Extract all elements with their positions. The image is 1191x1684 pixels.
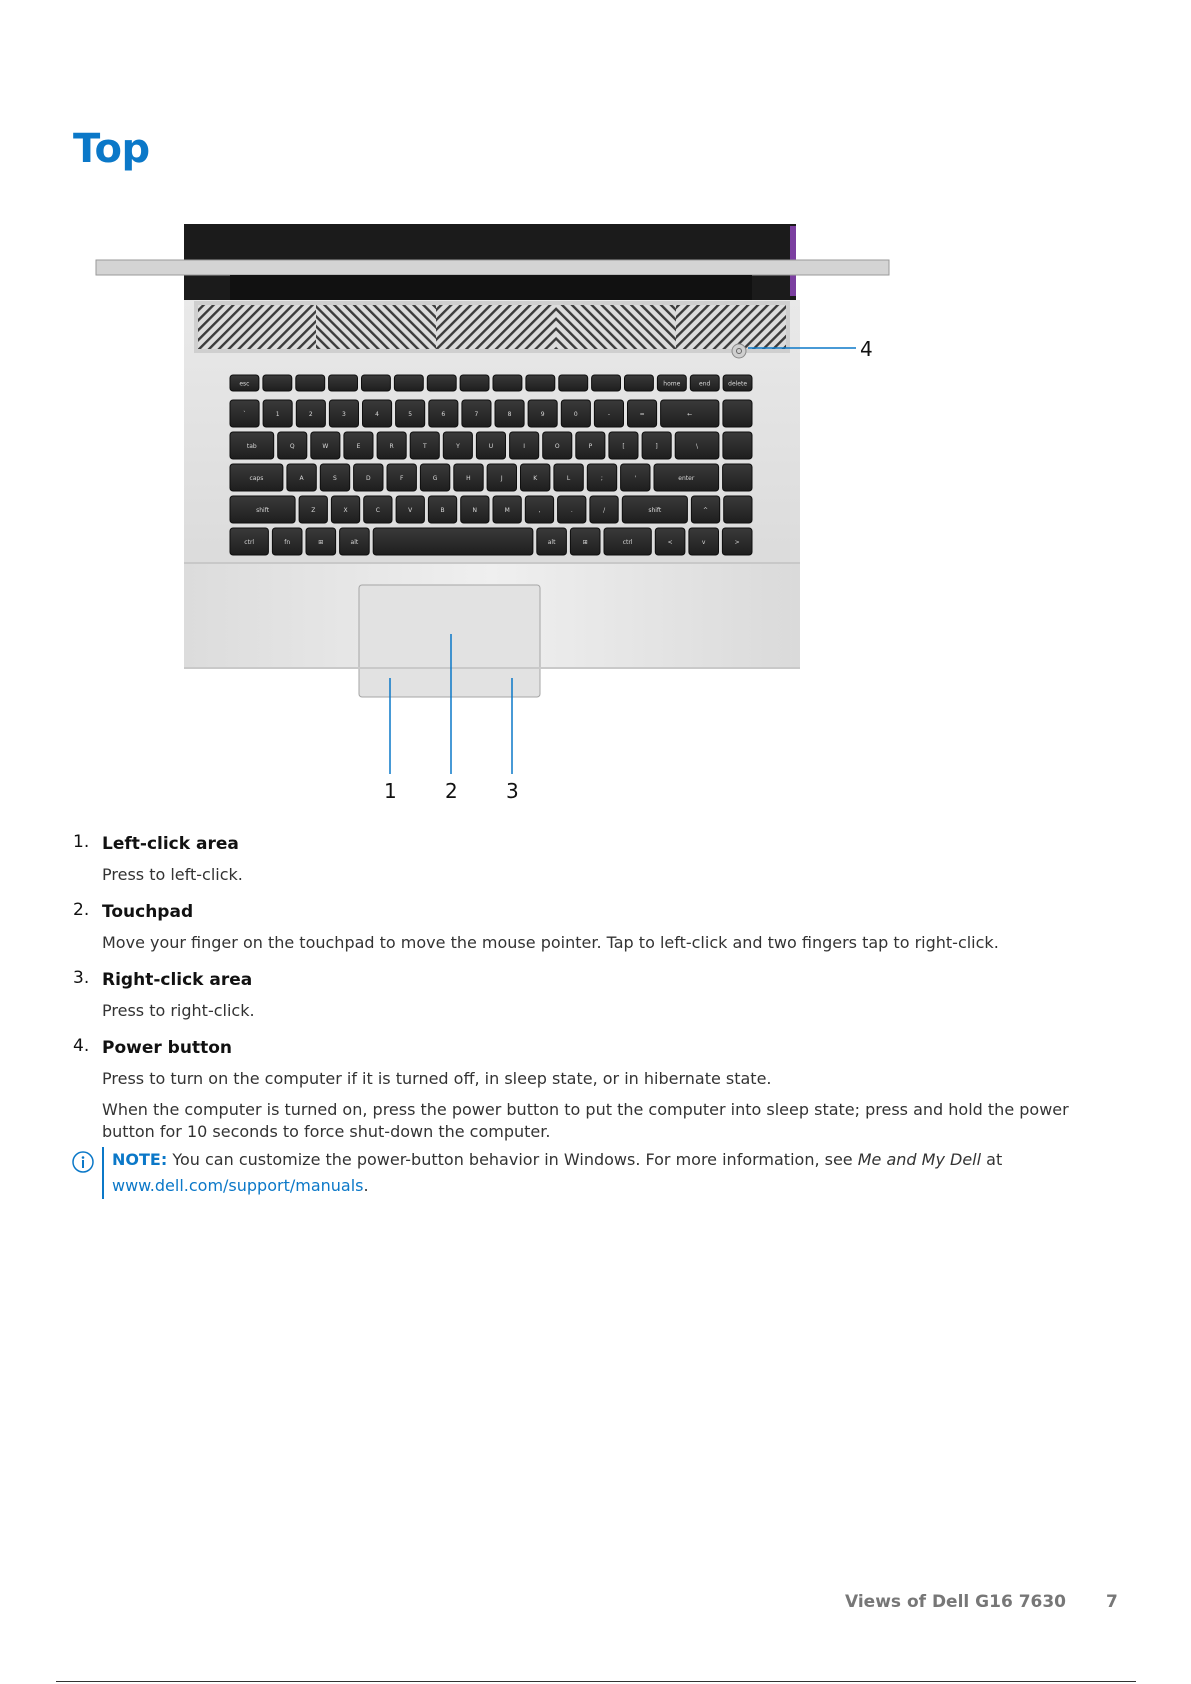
list-item-right-click-area <box>73 968 1123 1022</box>
keyboard-key[interactable] <box>263 400 292 427</box>
keyboard-key[interactable] <box>263 375 292 391</box>
support-manuals-link[interactable]: www.dell.com/support/manuals <box>112 1176 364 1195</box>
key-label: = <box>639 411 645 418</box>
key-label: F <box>399 475 404 482</box>
keyboard-key[interactable] <box>331 496 359 523</box>
keyboard-key[interactable] <box>570 528 600 555</box>
keyboard-key[interactable] <box>675 432 719 459</box>
keyboard-key[interactable] <box>429 400 458 427</box>
key-label: ; <box>600 475 603 482</box>
key-label: enter <box>678 475 695 482</box>
key-label: 2 <box>308 411 313 418</box>
item-number: 4. <box>73 1036 90 1056</box>
key-label: I <box>523 443 525 450</box>
note-text-after: at <box>981 1150 1003 1169</box>
keyboard-key[interactable] <box>443 432 472 459</box>
item-description: When the computer is turned on, press the power button to put the computer into sleep state; press and hold the power button for 10 seconds to force shut-down the computer. <box>102 1100 1069 1141</box>
key-label: C <box>375 507 381 514</box>
keyboard-key[interactable] <box>460 375 489 391</box>
keyboard-key[interactable] <box>396 400 425 427</box>
keyboard-key[interactable] <box>230 432 274 459</box>
keyboard-key[interactable] <box>622 496 687 523</box>
key-label: P <box>588 443 593 450</box>
callout-1: 1 <box>384 779 397 803</box>
key-label: Z <box>311 507 316 514</box>
item-title: Power button <box>102 1038 232 1058</box>
item-number: 2. <box>73 900 90 920</box>
keyboard-key[interactable] <box>510 432 539 459</box>
key-label: > <box>734 539 740 546</box>
keyboard-key[interactable] <box>428 496 456 523</box>
list-item-left-click-area <box>73 832 1123 886</box>
key-label: D <box>365 475 371 482</box>
touchpad[interactable] <box>359 585 540 697</box>
key-label: ctrl <box>244 539 255 546</box>
list-item-touchpad <box>73 900 1123 954</box>
page-title: Top <box>73 126 150 172</box>
key-label: 9 <box>540 411 545 418</box>
callout-3: 3 <box>506 779 519 803</box>
keyboard-key[interactable] <box>329 375 358 391</box>
key-label: fn <box>284 539 291 546</box>
keyboard-key[interactable] <box>722 528 752 555</box>
keyboard-key[interactable] <box>462 400 491 427</box>
callout-4: 4 <box>860 337 873 361</box>
keyboard-key[interactable] <box>344 432 373 459</box>
keyboard-key[interactable] <box>363 400 392 427</box>
keyboard-key[interactable] <box>528 400 557 427</box>
keyboard-key[interactable] <box>554 464 583 491</box>
keyboard-key[interactable] <box>396 496 424 523</box>
item-description: Press to left-click. <box>102 865 243 884</box>
key-label: shift <box>648 507 662 514</box>
key-label: E <box>356 443 361 450</box>
keyboard-key[interactable] <box>272 528 302 555</box>
keyboard-key[interactable] <box>592 375 621 391</box>
item-title: Touchpad <box>102 902 194 922</box>
key-label: X <box>343 507 348 514</box>
power-button[interactable] <box>732 344 746 358</box>
key-label: esc <box>239 380 250 388</box>
key-label: T <box>422 443 427 450</box>
keyboard-key[interactable] <box>590 496 618 523</box>
keyboard-key[interactable] <box>476 432 505 459</box>
key-label: B <box>440 507 445 514</box>
keyboard-key[interactable] <box>230 375 259 391</box>
item-description: Press to right-click. <box>102 1001 255 1020</box>
key-label: / <box>603 507 606 514</box>
component-list <box>73 832 1123 1199</box>
info-icon <box>72 1151 94 1173</box>
keyboard <box>230 375 752 555</box>
keyboard-key[interactable] <box>394 375 423 391</box>
key-label: ] <box>655 443 658 450</box>
keyboard-key[interactable] <box>558 496 586 523</box>
keyboard-key[interactable] <box>559 375 588 391</box>
keyboard-key[interactable] <box>609 432 638 459</box>
note-end: . <box>363 1176 369 1195</box>
key-label: Q <box>289 443 295 450</box>
key-label: R <box>389 443 394 450</box>
key-label: K <box>533 475 538 482</box>
key-label: ctrl <box>622 539 633 546</box>
keyboard-key[interactable] <box>537 528 567 555</box>
keyboard-key[interactable] <box>625 375 654 391</box>
keyboard-key[interactable] <box>364 496 392 523</box>
vent-grille <box>196 303 788 351</box>
key-label: v <box>701 539 706 546</box>
keyboard-key[interactable] <box>642 432 671 459</box>
key-label: 3 <box>341 411 346 418</box>
item-number: 3. <box>73 968 90 988</box>
palm-rest <box>184 562 800 697</box>
keyboard-key[interactable] <box>604 528 651 555</box>
item-number: 1. <box>73 832 90 852</box>
key-label: home <box>663 380 681 388</box>
keyboard-key[interactable] <box>690 375 719 391</box>
note-doc-title: Me and My Dell <box>857 1150 982 1169</box>
key-label: N <box>472 507 478 514</box>
keyboard-key[interactable] <box>410 432 439 459</box>
key-label: L <box>566 475 571 482</box>
item-title: Right-click area <box>102 970 253 990</box>
keyboard-key[interactable] <box>377 432 406 459</box>
key-label: ^ <box>702 507 709 514</box>
keyboard-key[interactable] <box>461 496 489 523</box>
laptop-top-view-figure <box>0 200 1191 810</box>
key-label: [ <box>622 443 625 450</box>
laptop-lid <box>96 224 889 305</box>
keyboard-key[interactable] <box>621 464 650 491</box>
key-label: . <box>570 507 573 514</box>
key-label: 6 <box>441 411 446 418</box>
keyboard-key[interactable] <box>420 464 449 491</box>
key-label: ⊞ <box>582 539 588 546</box>
keyboard-key[interactable] <box>296 400 325 427</box>
key-label: ⊞ <box>318 539 324 546</box>
keyboard-key[interactable] <box>487 464 516 491</box>
key-label: \ <box>695 443 699 450</box>
key-label: tab <box>246 443 257 450</box>
keyboard-key[interactable] <box>278 432 307 459</box>
keyboard-key[interactable] <box>691 496 719 523</box>
key-label: 7 <box>474 411 479 418</box>
key-label: W <box>322 443 329 450</box>
key-label: , <box>538 507 541 514</box>
item-description: Press to turn on the computer if it is turned off, in sleep state, or in hibernate state. <box>102 1069 772 1088</box>
keyboard-key[interactable] <box>287 464 316 491</box>
key-label: J <box>500 475 503 482</box>
keyboard-key[interactable] <box>306 528 336 555</box>
key-label: M <box>504 507 510 514</box>
key-label: shift <box>256 507 270 514</box>
keyboard-key[interactable] <box>654 464 719 491</box>
keyboard-key[interactable] <box>329 400 358 427</box>
key-label: alt <box>350 539 359 546</box>
keyboard-key[interactable] <box>454 464 483 491</box>
keyboard-key[interactable] <box>723 375 752 391</box>
keyboard-key[interactable] <box>526 375 555 391</box>
key-label: ` <box>243 411 247 418</box>
key-label: V <box>408 507 413 514</box>
keyboard-key[interactable] <box>320 464 349 491</box>
key-label: U <box>488 443 494 450</box>
key-label: A <box>299 475 304 482</box>
key-label: Y <box>456 443 460 450</box>
footer-section-title: Views of Dell G16 7630 <box>845 1592 1067 1612</box>
keyboard-key[interactable] <box>387 464 416 491</box>
key-label: G <box>432 475 438 482</box>
keyboard-key[interactable] <box>340 528 370 555</box>
keyboard-key[interactable] <box>493 375 522 391</box>
key-label: < <box>667 539 673 546</box>
key-label: 4 <box>375 411 380 418</box>
footer-divider <box>56 1681 1136 1682</box>
key-label: ← <box>687 411 693 418</box>
keyboard-key[interactable] <box>311 432 340 459</box>
keyboard-key[interactable] <box>724 496 752 523</box>
key-label: 5 <box>408 411 413 418</box>
keyboard-key[interactable] <box>594 400 623 427</box>
key-label: H <box>466 475 471 482</box>
keyboard-key[interactable] <box>657 375 686 391</box>
keyboard-key[interactable] <box>521 464 550 491</box>
keyboard-key[interactable] <box>373 528 533 555</box>
keyboard-key[interactable] <box>723 400 752 427</box>
key-label: - <box>607 411 610 418</box>
key-label: alt <box>547 539 556 546</box>
keyboard-key[interactable] <box>230 496 295 523</box>
key-label: 0 <box>573 411 578 418</box>
keyboard-key[interactable] <box>427 375 456 391</box>
keyboard-key[interactable] <box>723 432 752 459</box>
key-label: delete <box>728 380 748 388</box>
keyboard-key[interactable] <box>230 400 259 427</box>
keyboard-key[interactable] <box>296 375 325 391</box>
keyboard-key[interactable] <box>299 496 327 523</box>
keyboard-key[interactable] <box>661 400 719 427</box>
footer-page-number: 7 <box>1106 1592 1118 1612</box>
keyboard-key[interactable] <box>628 400 657 427</box>
key-label: 1 <box>275 411 280 418</box>
keyboard-key[interactable] <box>495 400 524 427</box>
keyboard-key[interactable] <box>493 496 521 523</box>
callout-2: 2 <box>445 779 458 803</box>
keyboard-key[interactable] <box>525 496 553 523</box>
keyboard-key[interactable] <box>362 375 391 391</box>
item-title: Left-click area <box>102 834 239 854</box>
key-label: end <box>699 380 711 388</box>
note-box <box>102 1147 1123 1199</box>
keyboard-key[interactable] <box>655 528 685 555</box>
key-label: 8 <box>507 411 512 418</box>
keyboard-key[interactable] <box>543 432 572 459</box>
keyboard-key[interactable] <box>723 464 752 491</box>
list-item-power-button <box>73 1036 1123 1199</box>
key-label: caps <box>249 475 264 482</box>
keyboard-key[interactable] <box>230 464 283 491</box>
note-label: NOTE: <box>112 1150 168 1169</box>
key-label: ' <box>634 475 637 482</box>
keyboard-key[interactable] <box>689 528 719 555</box>
keyboard-key[interactable] <box>561 400 590 427</box>
key-label: O <box>554 443 560 450</box>
item-description: Move your finger on the touchpad to move the mouse pointer. Tap to left-click and two fingers tap to right-click. <box>102 933 999 952</box>
keyboard-key[interactable] <box>576 432 605 459</box>
keyboard-key[interactable] <box>587 464 616 491</box>
keyboard-key[interactable] <box>354 464 383 491</box>
key-label: S <box>332 475 337 482</box>
note-text: You can customize the power-button behavior in Windows. For more information, see <box>167 1150 858 1169</box>
keyboard-key[interactable] <box>230 528 268 555</box>
